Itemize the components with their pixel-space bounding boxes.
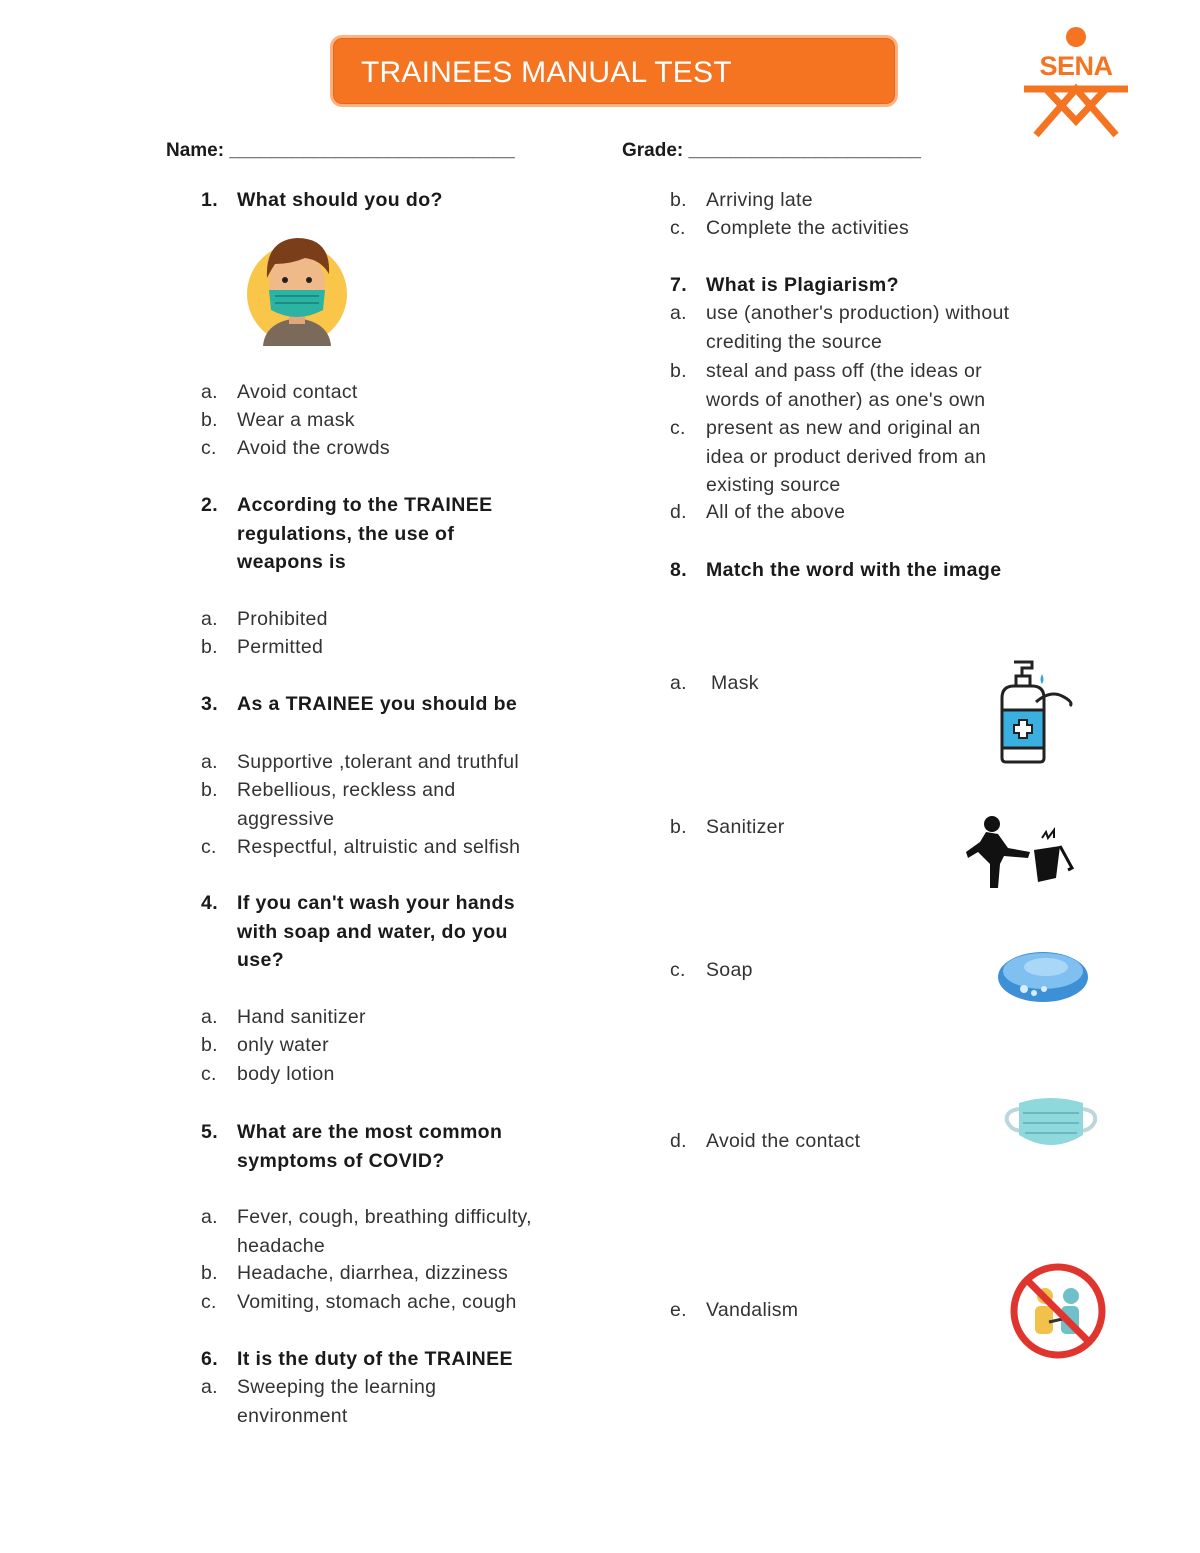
option-letter: d. — [670, 1130, 687, 1152]
option-letter: c. — [201, 1291, 217, 1313]
option-text: body lotion — [237, 1063, 335, 1085]
question-number: 2. — [201, 494, 219, 516]
question-number: 5. — [201, 1121, 219, 1143]
option-letter: c. — [201, 836, 217, 858]
question-text: As a TRAINEE you should be — [237, 693, 518, 715]
option-letter: e. — [670, 1299, 687, 1321]
option-text: steal and pass off (the ideas or words of another) as one's own — [706, 360, 986, 411]
question-number: 8. — [670, 559, 688, 581]
option-letter: b. — [201, 409, 218, 431]
question-text: If you can't wash your hands with soap and water, do you use? — [237, 892, 516, 971]
mask-icon[interactable] — [1003, 1093, 1099, 1153]
option-letter: c. — [670, 959, 686, 981]
option-letter: a. — [201, 1006, 218, 1028]
option-letter: d. — [670, 501, 687, 523]
option-text: Soap — [706, 959, 753, 981]
option-letter: a. — [670, 672, 687, 694]
page-title: TRAINEES MANUAL TEST — [361, 56, 732, 89]
question-number: 7. — [670, 274, 688, 296]
option-letter: a. — [201, 1376, 218, 1398]
question-text: What is Plagiarism? — [706, 274, 899, 296]
vandalism-icon[interactable] — [964, 812, 1076, 890]
option-letter: a. — [201, 1206, 218, 1228]
masked-person-icon — [245, 230, 349, 346]
question-number: 6. — [201, 1348, 219, 1370]
option-text: All of the above — [706, 501, 846, 523]
question-text: Match the word with the image — [706, 559, 1002, 581]
option-text: present as new and original an idea or product derived from an existing source — [706, 417, 987, 496]
option-letter: b. — [670, 189, 687, 211]
option-text: Vandalism — [706, 1299, 799, 1321]
option-letter: c. — [670, 417, 686, 439]
option-letter: a. — [670, 302, 687, 324]
option-letter: b. — [201, 636, 218, 658]
question-number: 3. — [201, 693, 219, 715]
option-letter: c. — [670, 217, 686, 239]
question-text: What are the most common symptoms of COVID? — [237, 1121, 503, 1172]
option-text: Prohibited — [237, 608, 328, 630]
option-text: Arriving late — [706, 189, 813, 211]
question-number: 4. — [201, 892, 219, 914]
option-text: Supportive ,tolerant and truthful — [237, 751, 519, 773]
logo-text: SENA — [1039, 51, 1113, 81]
option-letter: a. — [201, 381, 218, 403]
option-letter: b. — [201, 1262, 218, 1284]
option-text: Hand sanitizer — [237, 1006, 366, 1028]
option-text: Complete the activities — [706, 217, 910, 239]
option-text: Vomiting, stomach ache, cough — [237, 1291, 517, 1313]
left-column — [201, 0, 581, 1553]
name-field[interactable]: Name: ___________________________ — [166, 140, 515, 161]
option-letter: c. — [201, 437, 217, 459]
question-text: It is the duty of the TRAINEE — [237, 1348, 513, 1370]
option-text: Headache, diarrhea, dizziness — [237, 1262, 509, 1284]
option-text: Avoid contact — [237, 381, 358, 403]
option-letter: a. — [201, 751, 218, 773]
soap-icon[interactable] — [996, 945, 1090, 1005]
no-contact-icon[interactable] — [1009, 1262, 1107, 1360]
question-text: According to the TRAINEE regulations, the use of weapons is — [237, 494, 493, 573]
option-text: Avoid the crowds — [237, 437, 390, 459]
option-text: Rebellious, reckless and aggressive — [237, 779, 456, 830]
grade-field[interactable]: Grade: ______________________ — [622, 140, 921, 161]
option-letter: b. — [670, 816, 687, 838]
option-letter: b. — [670, 360, 687, 382]
option-text: Respectful, altruistic and selfish — [237, 836, 521, 858]
option-letter: a. — [201, 608, 218, 630]
option-text: Sanitizer — [706, 816, 785, 838]
sanitizer-icon[interactable] — [992, 658, 1076, 766]
option-text: Mask — [711, 672, 759, 694]
option-text: Avoid the contact — [706, 1130, 861, 1152]
option-text: Wear a mask — [237, 409, 355, 431]
option-text: Sweeping the learning environment — [237, 1376, 437, 1427]
question-number: 1. — [201, 189, 219, 211]
option-text: use (another's production) without crediting the source — [706, 302, 1010, 353]
option-letter: b. — [201, 779, 218, 801]
option-text: only water — [237, 1034, 329, 1056]
option-text: Fever, cough, breathing difficulty, headache — [237, 1206, 532, 1257]
option-text: Permitted — [237, 636, 324, 658]
question-text: What should you do? — [237, 189, 443, 211]
option-letter: c. — [201, 1063, 217, 1085]
option-letter: b. — [201, 1034, 218, 1056]
